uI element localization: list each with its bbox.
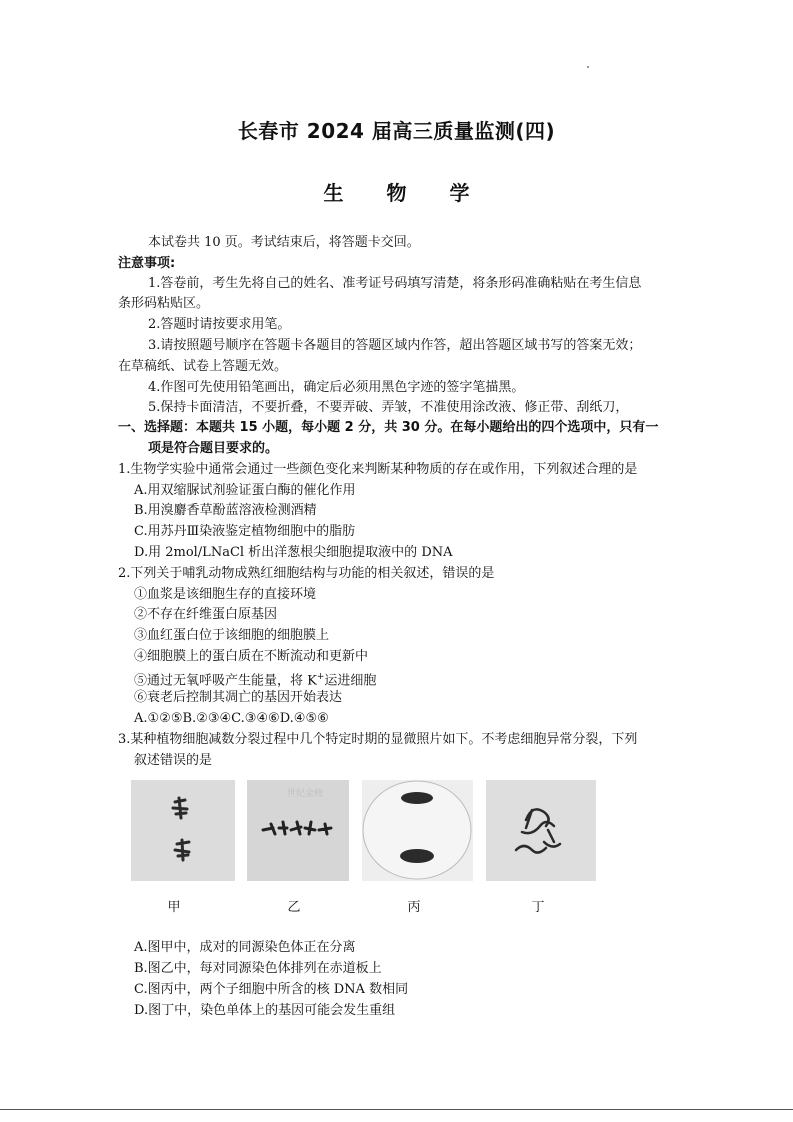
note-3: 3.请按照题号顺序在答题卡各题目的答题区域内作答，超出答题区域书写的答案无效；	[148, 338, 642, 353]
q3-option-a: A.图甲中，成对的同源染色体正在分离	[134, 940, 356, 955]
q2-stem: 2.下列关于哺乳动物成熟红细胞结构与功能的相关叙述，错误的是	[118, 566, 495, 581]
q2-item-1: ①血浆是该细胞生存的直接环境	[134, 587, 317, 602]
q2-item-5	[134, 669, 376, 689]
note-2: 2.答题时请按要求用笔。	[148, 317, 291, 332]
q1-option-c: C.用苏丹Ⅲ染液鉴定植物细胞中的脂肪	[134, 524, 356, 539]
notes-heading: 注意事项:	[118, 256, 176, 271]
subject-title: 生 物 学	[323, 181, 488, 205]
micrograph-bing	[362, 780, 473, 881]
micrograph-yi	[247, 780, 349, 881]
micrograph-ding	[486, 780, 596, 881]
q1-option-d: D.用 2mol/LNaCl 析出洋葱根尖细胞提取液中的 DNA	[134, 545, 453, 560]
q3-option-c: C.图丙中，两个子细胞中所含的核 DNA 数相同	[134, 982, 409, 997]
q3-stem-cont: 叙述错误的是	[134, 753, 213, 768]
footer-rule	[0, 1109, 793, 1110]
intro-text: 本试卷共 10 页。考试结束后，将答题卡交回。	[148, 235, 420, 250]
figure-watermark: 世纪金榜	[287, 789, 324, 799]
q3-option-b: B.图乙中，每对同源染色体排列在赤道板上	[134, 961, 382, 976]
q3-option-d: D.图丁中，染色单体上的基因可能会发生重组	[134, 1003, 396, 1018]
q1-option-b: B.用溴麝香草酚蓝溶液检测酒精	[134, 503, 317, 518]
note-5: 5.保持卡面清洁，不要折叠，不要弄破、弄皱，不准使用涂改液、修正带、刮纸刀，	[148, 400, 629, 415]
q1-stem: 1.生物学实验中通常会通过一些颜色变化来判断某种物质的存在或作用，下列叙述合理的是	[118, 462, 638, 477]
q2-item-5-pre: ⑤通过无氧呼吸产生能量，将 K	[134, 673, 317, 689]
q2-item-3: ③血红蛋白位于该细胞的细胞膜上	[134, 628, 330, 643]
caption-bing: 丙	[407, 900, 421, 915]
q3-stem: 3.某种植物细胞减数分裂过程中几个特定时期的显微照片如下。不考虑细胞异常分裂，下列	[118, 732, 638, 747]
caption-yi: 乙	[287, 900, 301, 915]
section-heading-cont: 项是符合题目要求的。	[148, 441, 279, 456]
note-1: 1.答卷前，考生先将自己的姓名、准考证号码填写清楚，将条形码准确粘贴在考生信息	[148, 276, 642, 291]
exam-title: 长春市 2024 届高三质量监测(四)	[237, 119, 556, 143]
q2-options: A.①②⑤B.②③④C.③④⑥D.④⑤⑥	[134, 711, 329, 726]
q2-item-5-sup: +	[316, 672, 325, 682]
caption-ding: 丁	[531, 900, 545, 915]
q2-item-4: ④细胞膜上的蛋白质在不断流动和更新中	[134, 649, 369, 664]
section-heading: 一、选择题：本题共 15 小题，每小题 2 分，共 30 分。在每小题给出的四个选项中，只有一	[118, 420, 659, 435]
caption-jia: 甲	[167, 900, 181, 915]
q2-item-5-post: 运进细胞	[324, 673, 377, 689]
scan-dot	[587, 66, 589, 68]
q2-item-2: ②不存在纤维蛋白原基因	[134, 607, 278, 622]
note-1-cont: 条形码粘贴区。	[118, 296, 210, 311]
q1-option-a: A.用双缩脲试剂验证蛋白酶的催化作用	[134, 483, 356, 498]
micrograph-jia	[131, 780, 235, 881]
note-3-cont: 在草稿纸、试卷上答题无效。	[118, 359, 288, 374]
note-4: 4.作图可先使用铅笔画出，确定后必须用黑色字迹的签字笔描黑。	[148, 380, 525, 395]
q2-item-6: ⑥衰老后控制其凋亡的基因开始表达	[134, 690, 343, 705]
